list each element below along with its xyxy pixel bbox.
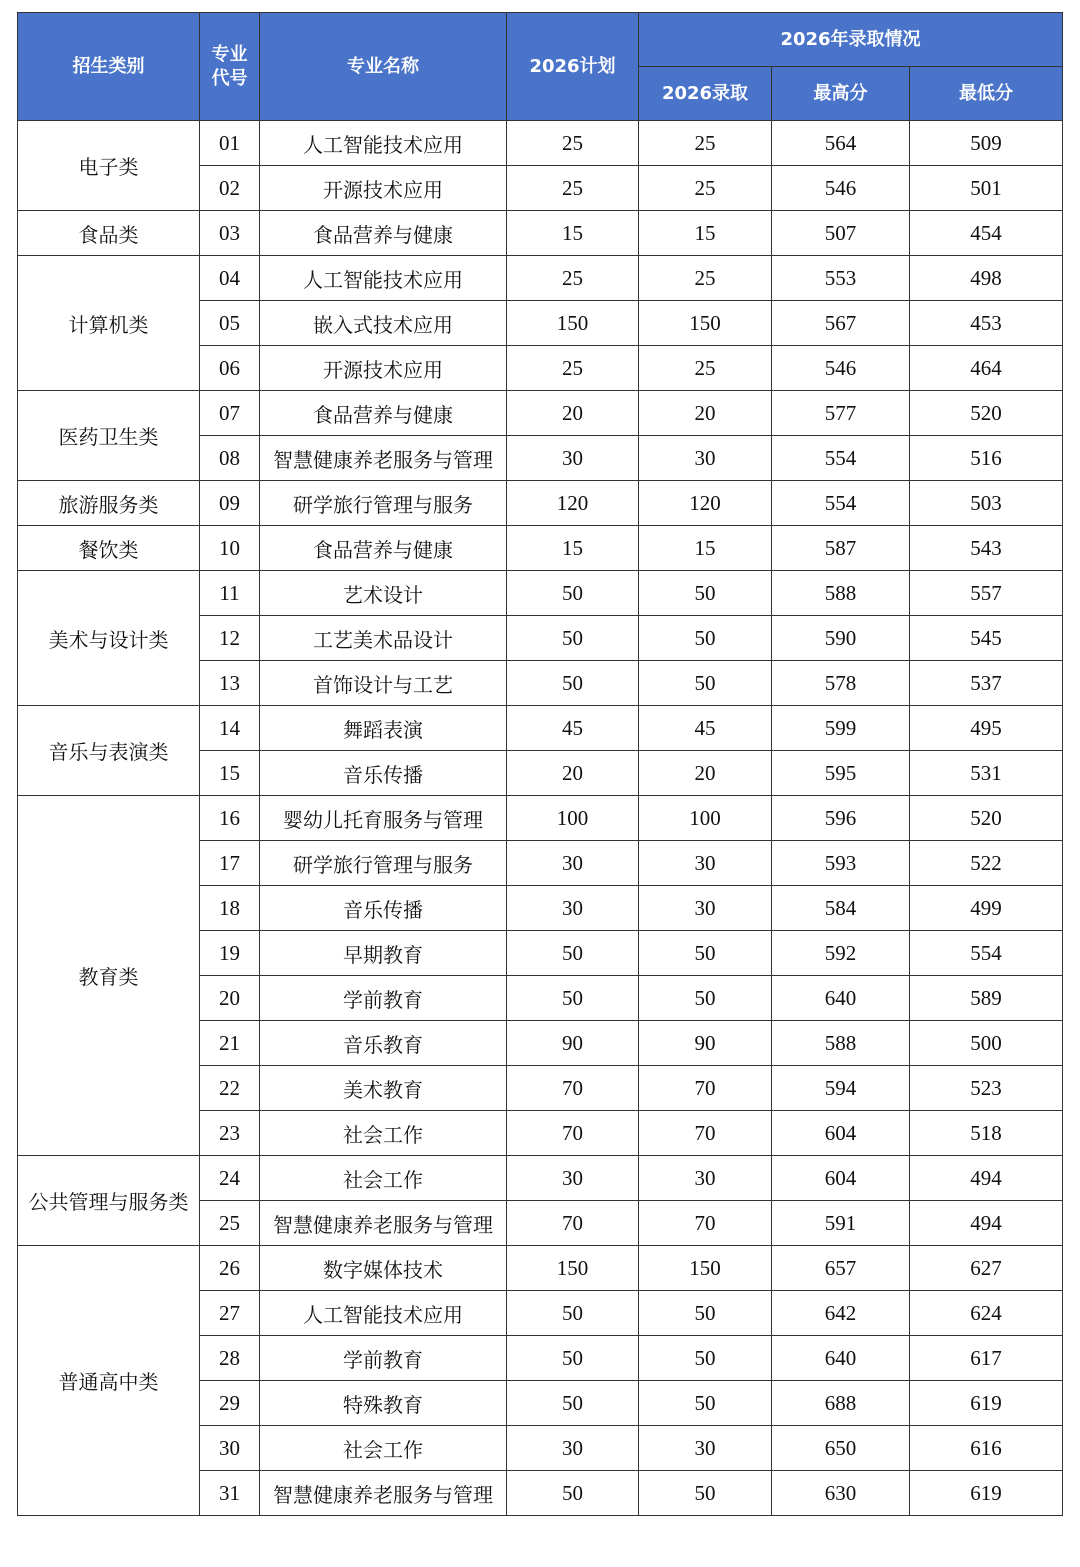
max-score-cell: 630 [772, 1471, 910, 1516]
code-cell: 30 [200, 1426, 260, 1471]
admitted-cell: 50 [639, 1291, 772, 1336]
category-cell: 食品类 [18, 211, 200, 256]
code-cell: 20 [200, 976, 260, 1021]
admitted-cell: 50 [639, 1471, 772, 1516]
major-cell: 学前教育 [260, 976, 507, 1021]
min-score-cell: 509 [910, 121, 1063, 166]
max-score-cell: 567 [772, 301, 910, 346]
min-score-cell: 543 [910, 526, 1063, 571]
admitted-cell: 30 [639, 841, 772, 886]
code-cell: 01 [200, 121, 260, 166]
table-row [18, 481, 1063, 526]
plan-cell: 25 [507, 256, 639, 301]
min-score-cell: 523 [910, 1066, 1063, 1111]
header-code-line1: 专业 [211, 43, 248, 65]
code-cell: 03 [200, 211, 260, 256]
max-score-cell: 642 [772, 1291, 910, 1336]
major-cell: 学前教育 [260, 1336, 507, 1381]
category-cell: 美术与设计类 [18, 571, 200, 706]
min-score-cell: 619 [910, 1381, 1063, 1426]
table-row [18, 391, 1063, 436]
code-cell: 26 [200, 1246, 260, 1291]
code-cell: 25 [200, 1201, 260, 1246]
code-cell: 13 [200, 661, 260, 706]
major-cell: 音乐传播 [260, 886, 507, 931]
min-score-cell: 589 [910, 976, 1063, 1021]
major-cell: 人工智能技术应用 [260, 1291, 507, 1336]
plan-cell: 90 [507, 1021, 639, 1066]
table-row [18, 211, 1063, 256]
plan-cell: 30 [507, 1156, 639, 1201]
table-body [18, 121, 1063, 1516]
major-cell: 音乐教育 [260, 1021, 507, 1066]
plan-cell: 25 [507, 346, 639, 391]
plan-cell: 20 [507, 751, 639, 796]
code-cell: 23 [200, 1111, 260, 1156]
admitted-cell: 30 [639, 886, 772, 931]
admitted-cell: 45 [639, 706, 772, 751]
min-score-cell: 520 [910, 796, 1063, 841]
min-score-cell: 454 [910, 211, 1063, 256]
major-cell: 社会工作 [260, 1156, 507, 1201]
min-score-cell: 518 [910, 1111, 1063, 1156]
admitted-cell: 50 [639, 976, 772, 1021]
admitted-cell: 50 [639, 1336, 772, 1381]
major-cell: 食品营养与健康 [260, 211, 507, 256]
admitted-cell: 30 [639, 1426, 772, 1471]
plan-cell: 50 [507, 931, 639, 976]
header-max-score: 最高分 [772, 67, 910, 121]
admitted-cell: 70 [639, 1066, 772, 1111]
table-row [18, 526, 1063, 571]
max-score-cell: 588 [772, 571, 910, 616]
admitted-cell: 15 [639, 211, 772, 256]
max-score-cell: 564 [772, 121, 910, 166]
min-score-cell: 617 [910, 1336, 1063, 1381]
min-score-cell: 498 [910, 256, 1063, 301]
code-cell: 15 [200, 751, 260, 796]
code-cell: 02 [200, 166, 260, 211]
max-score-cell: 591 [772, 1201, 910, 1246]
category-cell: 旅游服务类 [18, 481, 200, 526]
max-score-cell: 546 [772, 346, 910, 391]
major-cell: 开源技术应用 [260, 346, 507, 391]
header-major: 专业名称 [260, 13, 507, 121]
max-score-cell: 553 [772, 256, 910, 301]
max-score-cell: 546 [772, 166, 910, 211]
major-cell: 婴幼儿托育服务与管理 [260, 796, 507, 841]
min-score-cell: 624 [910, 1291, 1063, 1336]
max-score-cell: 578 [772, 661, 910, 706]
category-cell: 电子类 [18, 121, 200, 211]
admitted-cell: 20 [639, 751, 772, 796]
major-cell: 研学旅行管理与服务 [260, 841, 507, 886]
min-score-cell: 501 [910, 166, 1063, 211]
code-cell: 28 [200, 1336, 260, 1381]
plan-cell: 30 [507, 1426, 639, 1471]
admitted-cell: 120 [639, 481, 772, 526]
major-cell: 艺术设计 [260, 571, 507, 616]
plan-cell: 30 [507, 886, 639, 931]
admitted-cell: 50 [639, 571, 772, 616]
code-cell: 29 [200, 1381, 260, 1426]
plan-cell: 25 [507, 166, 639, 211]
major-cell: 开源技术应用 [260, 166, 507, 211]
plan-cell: 50 [507, 616, 639, 661]
min-score-cell: 516 [910, 436, 1063, 481]
min-score-cell: 464 [910, 346, 1063, 391]
header-category: 招生类别 [18, 13, 200, 121]
major-cell: 智慧健康养老服务与管理 [260, 1471, 507, 1516]
max-score-cell: 650 [772, 1426, 910, 1471]
min-score-cell: 557 [910, 571, 1063, 616]
plan-cell: 30 [507, 436, 639, 481]
major-cell: 美术教育 [260, 1066, 507, 1111]
plan-cell: 20 [507, 391, 639, 436]
category-cell: 计算机类 [18, 256, 200, 391]
admitted-cell: 20 [639, 391, 772, 436]
plan-cell: 50 [507, 1336, 639, 1381]
category-cell: 音乐与表演类 [18, 706, 200, 796]
max-score-cell: 594 [772, 1066, 910, 1111]
max-score-cell: 592 [772, 931, 910, 976]
table-row [18, 796, 1063, 841]
plan-cell: 25 [507, 121, 639, 166]
min-score-cell: 500 [910, 1021, 1063, 1066]
plan-cell: 70 [507, 1066, 639, 1111]
major-cell: 数字媒体技术 [260, 1246, 507, 1291]
major-cell: 智慧健康养老服务与管理 [260, 436, 507, 481]
major-cell: 特殊教育 [260, 1381, 507, 1426]
major-cell: 研学旅行管理与服务 [260, 481, 507, 526]
admitted-cell: 50 [639, 616, 772, 661]
major-cell: 社会工作 [260, 1111, 507, 1156]
plan-cell: 50 [507, 1291, 639, 1336]
major-cell: 人工智能技术应用 [260, 121, 507, 166]
major-cell: 人工智能技术应用 [260, 256, 507, 301]
min-score-cell: 499 [910, 886, 1063, 931]
code-cell: 11 [200, 571, 260, 616]
max-score-cell: 554 [772, 481, 910, 526]
code-cell: 31 [200, 1471, 260, 1516]
max-score-cell: 554 [772, 436, 910, 481]
plan-cell: 50 [507, 1471, 639, 1516]
code-cell: 10 [200, 526, 260, 571]
plan-cell: 50 [507, 661, 639, 706]
code-cell: 27 [200, 1291, 260, 1336]
max-score-cell: 507 [772, 211, 910, 256]
admitted-cell: 25 [639, 121, 772, 166]
min-score-cell: 503 [910, 481, 1063, 526]
header-admission-group: 2026年录取情况 [639, 13, 1063, 67]
min-score-cell: 531 [910, 751, 1063, 796]
major-cell: 社会工作 [260, 1426, 507, 1471]
max-score-cell: 599 [772, 706, 910, 751]
min-score-cell: 627 [910, 1246, 1063, 1291]
code-cell: 18 [200, 886, 260, 931]
min-score-cell: 554 [910, 931, 1063, 976]
plan-cell: 70 [507, 1201, 639, 1246]
max-score-cell: 588 [772, 1021, 910, 1066]
min-score-cell: 495 [910, 706, 1063, 751]
category-cell: 餐饮类 [18, 526, 200, 571]
max-score-cell: 593 [772, 841, 910, 886]
header-code [200, 13, 260, 121]
plan-cell: 150 [507, 1246, 639, 1291]
plan-cell: 30 [507, 841, 639, 886]
major-cell: 智慧健康养老服务与管理 [260, 1201, 507, 1246]
max-score-cell: 604 [772, 1111, 910, 1156]
admitted-cell: 25 [639, 166, 772, 211]
header-code-line2: 代号 [211, 67, 248, 89]
code-cell: 06 [200, 346, 260, 391]
admitted-cell: 100 [639, 796, 772, 841]
code-cell: 07 [200, 391, 260, 436]
admitted-cell: 150 [639, 301, 772, 346]
min-score-cell: 616 [910, 1426, 1063, 1471]
admitted-cell: 25 [639, 256, 772, 301]
code-cell: 17 [200, 841, 260, 886]
max-score-cell: 640 [772, 1336, 910, 1381]
category-cell: 普通高中类 [18, 1246, 200, 1516]
plan-cell: 150 [507, 301, 639, 346]
code-cell: 08 [200, 436, 260, 481]
min-score-cell: 522 [910, 841, 1063, 886]
major-cell: 工艺美术品设计 [260, 616, 507, 661]
table-row [18, 121, 1063, 166]
admission-table [17, 12, 1063, 1516]
max-score-cell: 604 [772, 1156, 910, 1201]
admitted-cell: 50 [639, 1381, 772, 1426]
admitted-cell: 70 [639, 1201, 772, 1246]
admitted-cell: 90 [639, 1021, 772, 1066]
max-score-cell: 584 [772, 886, 910, 931]
min-score-cell: 494 [910, 1201, 1063, 1246]
plan-cell: 100 [507, 796, 639, 841]
major-cell: 舞蹈表演 [260, 706, 507, 751]
max-score-cell: 657 [772, 1246, 910, 1291]
header-admitted: 2026录取 [639, 67, 772, 121]
max-score-cell: 595 [772, 751, 910, 796]
table-row [18, 1156, 1063, 1201]
table-row [18, 706, 1063, 751]
category-cell: 医药卫生类 [18, 391, 200, 481]
max-score-cell: 590 [772, 616, 910, 661]
plan-cell: 50 [507, 1381, 639, 1426]
code-cell: 05 [200, 301, 260, 346]
plan-cell: 50 [507, 571, 639, 616]
code-cell: 22 [200, 1066, 260, 1111]
plan-cell: 50 [507, 976, 639, 1021]
category-cell: 教育类 [18, 796, 200, 1156]
code-cell: 24 [200, 1156, 260, 1201]
major-cell: 食品营养与健康 [260, 391, 507, 436]
plan-cell: 45 [507, 706, 639, 751]
header-plan: 2026计划 [507, 13, 639, 121]
max-score-cell: 688 [772, 1381, 910, 1426]
min-score-cell: 537 [910, 661, 1063, 706]
table-row [18, 571, 1063, 616]
plan-cell: 15 [507, 526, 639, 571]
code-cell: 14 [200, 706, 260, 751]
code-cell: 09 [200, 481, 260, 526]
header-min-score: 最低分 [910, 67, 1063, 121]
admitted-cell: 30 [639, 436, 772, 481]
major-cell: 音乐传播 [260, 751, 507, 796]
max-score-cell: 577 [772, 391, 910, 436]
min-score-cell: 453 [910, 301, 1063, 346]
code-cell: 16 [200, 796, 260, 841]
admitted-cell: 15 [639, 526, 772, 571]
code-cell: 21 [200, 1021, 260, 1066]
major-cell: 嵌入式技术应用 [260, 301, 507, 346]
category-cell: 公共管理与服务类 [18, 1156, 200, 1246]
code-cell: 04 [200, 256, 260, 301]
major-cell: 食品营养与健康 [260, 526, 507, 571]
table-row [18, 1246, 1063, 1291]
plan-cell: 120 [507, 481, 639, 526]
min-score-cell: 520 [910, 391, 1063, 436]
admitted-cell: 30 [639, 1156, 772, 1201]
max-score-cell: 640 [772, 976, 910, 1021]
code-cell: 12 [200, 616, 260, 661]
admitted-cell: 70 [639, 1111, 772, 1156]
admitted-cell: 150 [639, 1246, 772, 1291]
min-score-cell: 545 [910, 616, 1063, 661]
min-score-cell: 494 [910, 1156, 1063, 1201]
plan-cell: 15 [507, 211, 639, 256]
table-row [18, 256, 1063, 301]
major-cell: 早期教育 [260, 931, 507, 976]
max-score-cell: 596 [772, 796, 910, 841]
admitted-cell: 50 [639, 931, 772, 976]
major-cell: 首饰设计与工艺 [260, 661, 507, 706]
table-header [18, 13, 1063, 121]
min-score-cell: 619 [910, 1471, 1063, 1516]
max-score-cell: 587 [772, 526, 910, 571]
admitted-cell: 50 [639, 661, 772, 706]
admitted-cell: 25 [639, 346, 772, 391]
code-cell: 19 [200, 931, 260, 976]
plan-cell: 70 [507, 1111, 639, 1156]
